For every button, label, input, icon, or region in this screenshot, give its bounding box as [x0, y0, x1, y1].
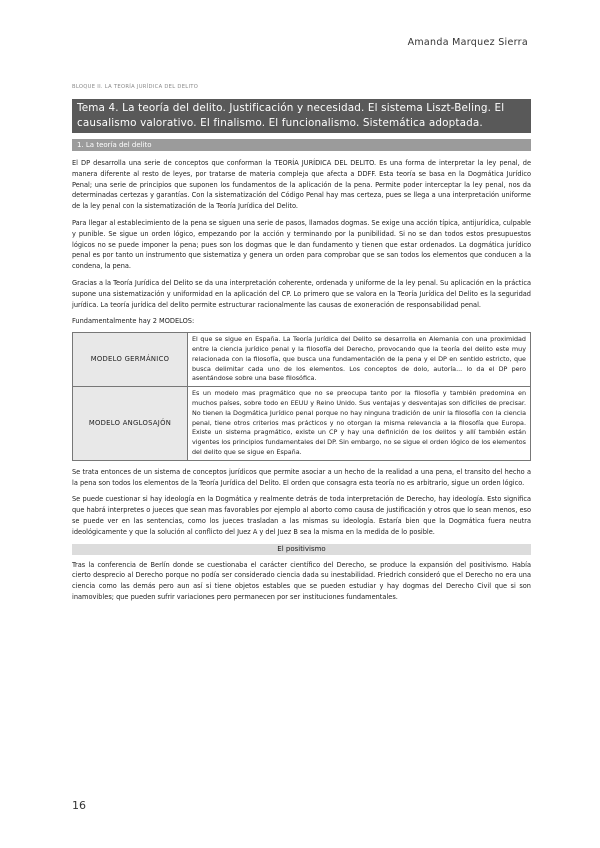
modelos-table: [72, 332, 531, 461]
paragraph: Fundamentalmente hay 2 MODELOS:: [72, 317, 195, 326]
table-row: [73, 333, 531, 387]
modelo-description: Es un modelo mas pragmático que no se preocupa tanto por la filosofía y también predomina en muchos países, sobre todo en EEUU y Reino Unido. Sus ventajas y desventajas son difíciles de precisar. No tienen la Dogmática Jurídico penal porque no hay ninguna tradición de unir la filosofía con la ciencia penal, tiene otros criterios mas prácticos y no otorgan la misma relevancia a la filosofía que Europa. Existe un sistema pragmático, existe un CP y hay una definición de los delitos y allí también están vigentes los principios fundamentales del DP. Sin embargo, no se sigue el orden lógico de los elementos del delito que se sigue en España.: [188, 387, 531, 461]
tema-title: Tema 4. La teoría del delito. Justificación y necesidad. El sistema Liszt-Beling. El causalismo valorativo. El finalismo. El funcionalismo. Sistemática adoptada.: [72, 99, 531, 133]
body-content: [72, 158, 531, 609]
section-heading: 1. La teoría del delito: [72, 139, 531, 151]
paragraph: Se trata entonces de un sistema de conceptos jurídicos que permite asociar a un hecho de la realidad a una pena, el transito del hecho a la pena son todos los elementos de la Teoría Jurídica del Delito. El orden que consagra esta teoría no es arbitrario, sigue un orden lógico.: [72, 467, 531, 487]
paragraph: El DP desarrolla una serie de conceptos que conforman la TEORÍA JURÍDICA DEL DELITO. Es una forma de interpretar la ley penal, de manera diferente al resto de leyes, por tratarse de materia compleja que afecta a DDFF. Esta teoría se basa en la Dogmática Jurídico Penal; una serie de principios que suponen los fundamentos de la aplicación de la pena. Permite poder interceptar la ley penal, nos da determinadas certezas y garantías. Con la sistematización del Código Penal hay mas certeza, pues se llega a una interpretación uniforme de la ley penal con la sistematización de la Teoría Jurídica del Delito.: [72, 159, 531, 211]
page-number: 16: [72, 799, 86, 812]
paragraph: Gracias a la Teoría Jurídica del Delito se da una interpretación coherente, ordenada y uniforme de la ley penal. Su aplicación en la práctica supone una sistematización y uniformidad en la aplicación del CP. Lo primero que se valora en la Teoría Jurídica del Delito es la seguridad jurídica. La teoría jurídica del delito permite estructurar racionalmente las causas de exoneración de responsabilidad penal.: [72, 278, 531, 309]
paragraph: Se puede cuestionar si hay ideología en la Dogmática y realmente detrás de toda interpretación de Derecho, hay ideología. Esto significa que habrá interpretes o jueces que sean mas favorables por ejemplo al aborto como causa de justificación y otros que lo sean menos, eso se puede ver en las sentencias, como los jueces trasladan a las mismas su ideología. Estaría bien que la Dogmática fuera neutra ideológicamente y que la solución al conflicto del Juez A y del Juez B sea la misma en la medida de lo posible.: [72, 495, 531, 536]
modelo-label: MODELO GERMÁNICO: [73, 333, 188, 387]
bloque-label: BLOQUE II. LA TEORÍA JURÍDICA DEL DELITO: [72, 84, 199, 90]
modelo-description: El que se sigue en España. La Teoría Jurídica del Delito se desarrolla en Alemania con una proximidad entre la ciencia jurídico penal y la filosofía del Derecho, provocando que la teoría del delito este muy relacionada con la filosofía, que busca una fundamentación de la pena y el DP en sentido estricto, que busca delimitar cada uno de los elementos. Los conceptos de dolo, autoría... lo da el DP pero asentándose sobre una base filosófica.: [188, 333, 531, 387]
table-row: [73, 387, 531, 461]
paragraph: Para llegar al establecimiento de la pena se siguen una serie de pasos, llamados dogmas. Se exige una acción típica, antijurídica, culpable y punible. Se sigue un orden lógico, empezando por la acción y terminando por la punibilidad. Si no se dan todos estos presupuestos lógicos no se puede imponer la pena; pues son los dogmas que le dan fundamento y tienen que estar ordenados. La dogmática jurídico penal es por tanto un instrumento que sistematiza y genera un orden para comprobar que se san todos los elementos que conducen a la condena, la pena.: [72, 218, 531, 271]
author-name: Amanda Marquez Sierra: [407, 37, 528, 48]
paragraph: Tras la conferencia de Berlín donde se cuestionaba el carácter científico del Derecho, se produce la expansión del positivismo. Había cierto desprecio al Derecho porque no podía ser considerado ciencia dada su inestabilidad. Friedrich consideró que el Derecho no era una ciencia como las demás pero aun así si tiene objetos estables que se pueden estudiar y hay dogmas del Derecho Civil que si son inamovibles; que pueden sufrir variaciones pero permanecen por ser instituciones fundamentales.: [72, 560, 531, 601]
subsection-heading: El positivismo: [72, 544, 531, 555]
modelo-label: MODELO ANGLOSAJÓN: [73, 387, 188, 461]
